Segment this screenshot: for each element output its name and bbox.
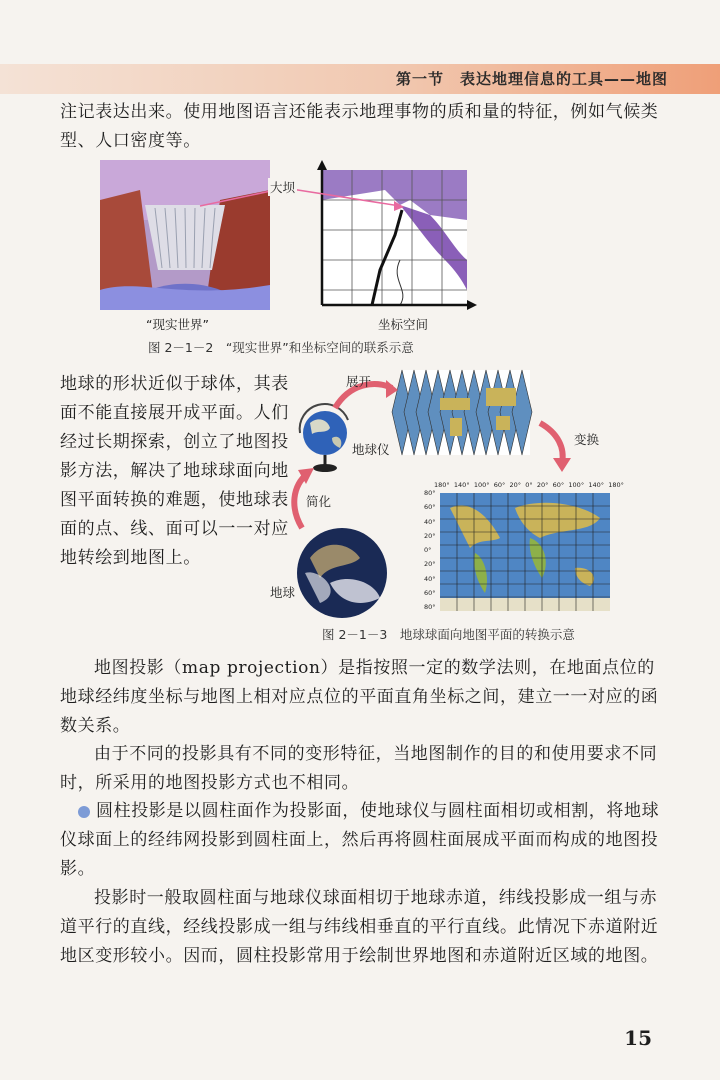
lon-label: 180°: [434, 481, 450, 489]
earth-label: 地球: [270, 585, 296, 600]
lat-label: 40°: [424, 574, 436, 583]
simplify-label: 简化: [306, 494, 332, 509]
coordinate-space-map: [317, 160, 477, 310]
dam-label: 大坝: [270, 180, 296, 195]
lat-label: 20°: [424, 560, 436, 569]
figure-2-1-3-caption: 图 2－1－3 地球球面向地图平面的转换示意: [322, 627, 575, 642]
projection-purpose-paragraph: 由于不同的投影具有不同的变形特征，当地图制作的目的和使用要求不同时，所采用的地图投影方式也不相同。: [60, 744, 658, 793]
gore-map: [392, 370, 532, 455]
figure-2-1-2-caption: 图 2－1－2 “现实世界”和坐标空间的联系示意: [148, 340, 414, 355]
cylindrical-projection-text: 圆柱投影是以圆柱面作为投影面，使地球仪与圆柱面相切或相割，将地球仪球面上的经纬网投影到圆柱面上，然后再将圆柱面展成平面而构成的地图投影。: [60, 801, 660, 879]
lat-label: 40°: [424, 517, 436, 526]
dam-illustration: [100, 160, 270, 310]
side-axis-labels: [424, 489, 436, 611]
lon-label: 20°: [509, 481, 522, 489]
lon-label: 60°: [493, 481, 506, 489]
lat-label: 80°: [424, 603, 436, 611]
cylindrical-projection-paragraph: [60, 797, 660, 884]
earth-projection-paragraph: 地球的形状近似于球体，其表面不能直接展开成平面。人们经过长期探索，创立了地图投影方法，解决了地球球面向地图平面转换的难题，使地球表面的点、线、面可以一一对应地转绘到地图上。: [60, 374, 289, 568]
lat-label: 60°: [424, 503, 436, 512]
globe-illustration: [300, 404, 348, 472]
real-world-label: “现实世界”: [146, 317, 209, 332]
lon-label: 20°: [536, 481, 549, 489]
lon-label: 140°: [588, 481, 604, 489]
figure-sphere-to-plane: [290, 368, 630, 618]
intro-paragraph: 注记表达出来。使用地图语言还能表示地理事物的质和量的特征，例如气候类型、人口密度等。: [60, 102, 659, 151]
unfold-label: 展开: [346, 374, 372, 389]
lat-label: 20°: [424, 531, 436, 540]
lat-label: 0°: [424, 546, 432, 554]
lat-label: 60°: [424, 588, 436, 597]
lon-label: 180°: [608, 481, 624, 489]
top-axis-labels: [434, 481, 624, 489]
lon-label: 140°: [453, 481, 470, 489]
globe-label: 地球仪: [352, 442, 390, 457]
lon-label: 60°: [552, 481, 565, 489]
lat-label: 80°: [424, 489, 436, 497]
bullet-dot: [78, 806, 90, 818]
earth-illustration: [297, 528, 387, 618]
equator-tangent-paragraph: 投影时一般取圆柱面与地球仪球面相切于地球赤道，纬线投影成一组与赤道平行的直线，经线投影成一组与纬线相垂直的平行直线。此情况下赤道附近地区变形较小。因而，圆柱投影常用于绘制世界地图和赤道附近区域的地图。: [60, 888, 659, 966]
lon-label: 100°: [568, 481, 585, 489]
coordinate-space-label: 坐标空间: [378, 317, 429, 332]
lon-label: 0°: [525, 481, 533, 489]
map-projection-definition: 地图投影（map projection）是指按照一定的数学法则，在地面点位的地球经纬度坐标与地图上相对应点位的平面直角坐标之间，建立一一对应的函数关系。: [60, 658, 659, 736]
world-map-grid: [440, 493, 610, 611]
section-title: 第一节 表达地理信息的工具——地图: [395, 70, 668, 88]
transform-label: 变换: [574, 432, 600, 447]
lon-label: 100°: [473, 481, 490, 489]
page-number: 15: [624, 1026, 652, 1050]
